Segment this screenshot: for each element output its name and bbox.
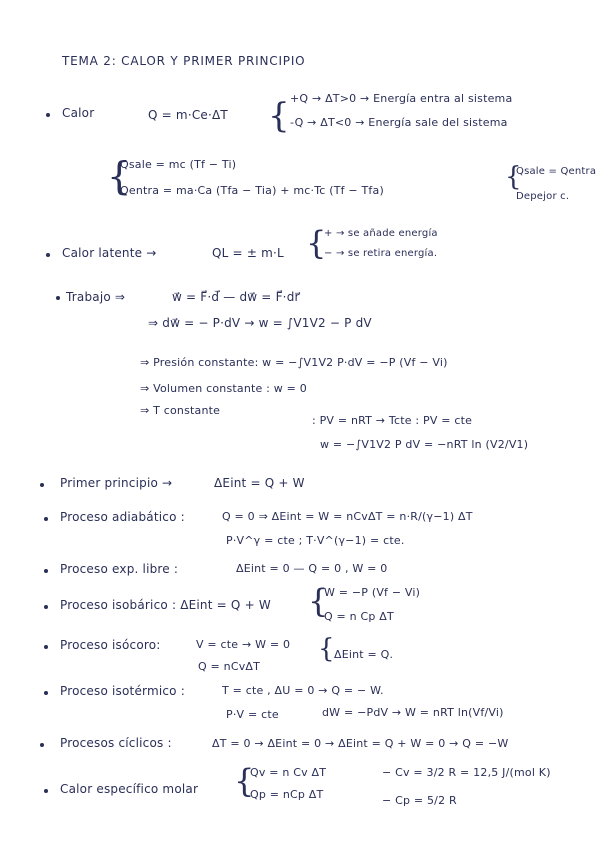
bullet <box>44 645 48 649</box>
latente-formula: QL = ± m·L <box>212 246 284 260</box>
expansion-label: Proceso exp. libre : <box>60 562 179 576</box>
bullet <box>44 691 48 695</box>
primer-formula: ΔEint = Q + W <box>214 476 305 490</box>
bullet <box>44 789 48 793</box>
ciclicos-label: Procesos cíclicos : <box>60 736 172 750</box>
trabajo-line1: w⃗ = F⃗·d⃗ — dw⃗ = F⃗·dr⃗ <box>172 290 300 304</box>
latente-plus: + → se añade energía <box>324 228 438 239</box>
ciclicos-formula: ΔT = 0 → ΔEint = 0 → ΔEint = Q + W = 0 → Q = −W <box>212 737 509 750</box>
isotherm-line1: : PV = nRT → Tcte : PV = cte <box>312 414 473 427</box>
primer-label: Primer principio → <box>60 476 173 490</box>
expansion-formula: ΔEint = 0 — Q = 0 , W = 0 <box>236 562 388 575</box>
adiabatico-formula: Q = 0 ⇒ ΔEint = W = nCvΔT = n·R/(γ−1) ΔT <box>222 510 473 523</box>
t-constante: ⇒ T constante <box>140 404 221 417</box>
calor-positive: +Q → ΔT>0 → Energía entra al sistema <box>290 92 513 105</box>
adiabatico-line2: P·V^γ = cte ; T·V^(γ−1) = cte. <box>226 534 405 547</box>
calor-label: Calor <box>62 106 95 120</box>
bullet <box>40 483 44 487</box>
isobarico-q: Q = n Cp ΔT <box>324 610 394 623</box>
isotermico-pv: P·V = cte <box>226 708 279 721</box>
brace: { <box>107 154 132 198</box>
brace: { <box>306 224 327 262</box>
isocoro-result: ΔEint = Q. <box>334 648 394 661</box>
isocoro-line2: Q = nCvΔT <box>198 660 261 673</box>
bullet <box>44 569 48 573</box>
brace: { <box>318 634 335 664</box>
calor-negative: -Q → ΔT<0 → Energía sale del sistema <box>290 116 508 129</box>
balance-note: Qsale = Qentra <box>516 166 597 177</box>
bullet <box>44 605 48 609</box>
q-entra: Qentra = ma·Ca (Tfa − Tia) + mc·Tc (Tf − Tfa) <box>120 184 384 197</box>
volumen-constante: ⇒ Volumen constante : w = 0 <box>140 382 307 395</box>
isocoro-line1: V = cte → W = 0 <box>196 638 291 651</box>
bullet <box>44 517 48 521</box>
trabajo-line2: ⇒ dw⃗ = − P·dV → w = ∫V1V2 − P dV <box>148 316 372 330</box>
latente-label: Calor latente → <box>62 246 157 260</box>
especifico-qv: Qv = n Cv ΔT <box>250 766 327 779</box>
especifico-cv: − Cv = 3/2 R = 12,5 J/(mol K) <box>382 766 551 779</box>
bullet <box>56 296 60 300</box>
bullet <box>46 113 50 117</box>
isobarico-label: Proceso isobárico : ΔEint = Q + W <box>60 598 271 612</box>
isotermico-dw: dW = −PdV → W = nRT ln(Vf/Vi) <box>322 706 504 719</box>
isotherm-line2: w = −∫V1V2 P dV = −nRT ln (V2/V1) <box>320 438 529 451</box>
adiabatico-label: Proceso adiabático : <box>60 510 185 524</box>
brace: { <box>234 762 255 800</box>
isotermico-label: Proceso isotérmico : <box>60 684 185 698</box>
brace: { <box>505 162 522 192</box>
brace: { <box>308 582 329 620</box>
solve-note: Depejor c. <box>516 191 570 202</box>
especifico-label: Calor específico molar <box>60 782 199 796</box>
q-sale: Qsale = mc (Tf − Ti) <box>120 158 237 171</box>
brace: { <box>268 96 290 136</box>
bullet <box>40 743 44 747</box>
latente-minus: − → se retira energía. <box>324 248 438 259</box>
bullet <box>46 253 50 257</box>
page-title: TEMA 2: CALOR Y PRIMER PRINCIPIO <box>62 54 306 68</box>
isotermico-line1: T = cte , ΔU = 0 → Q = − W. <box>222 684 384 697</box>
especifico-qp: Qp = nCp ΔT <box>250 788 324 801</box>
especifico-cp: − Cp = 5/2 R <box>382 794 457 807</box>
isocoro-label: Proceso isócoro: <box>60 638 161 652</box>
trabajo-label: Trabajo ⇒ <box>66 290 126 304</box>
presion-constante: ⇒ Presión constante: w = −∫V1V2 P·dV = −P (Vf − Vi) <box>140 356 448 369</box>
calor-formula: Q = m·Ce·ΔT <box>148 108 228 122</box>
isobarico-w: W = −P (Vf − Vi) <box>324 586 421 599</box>
